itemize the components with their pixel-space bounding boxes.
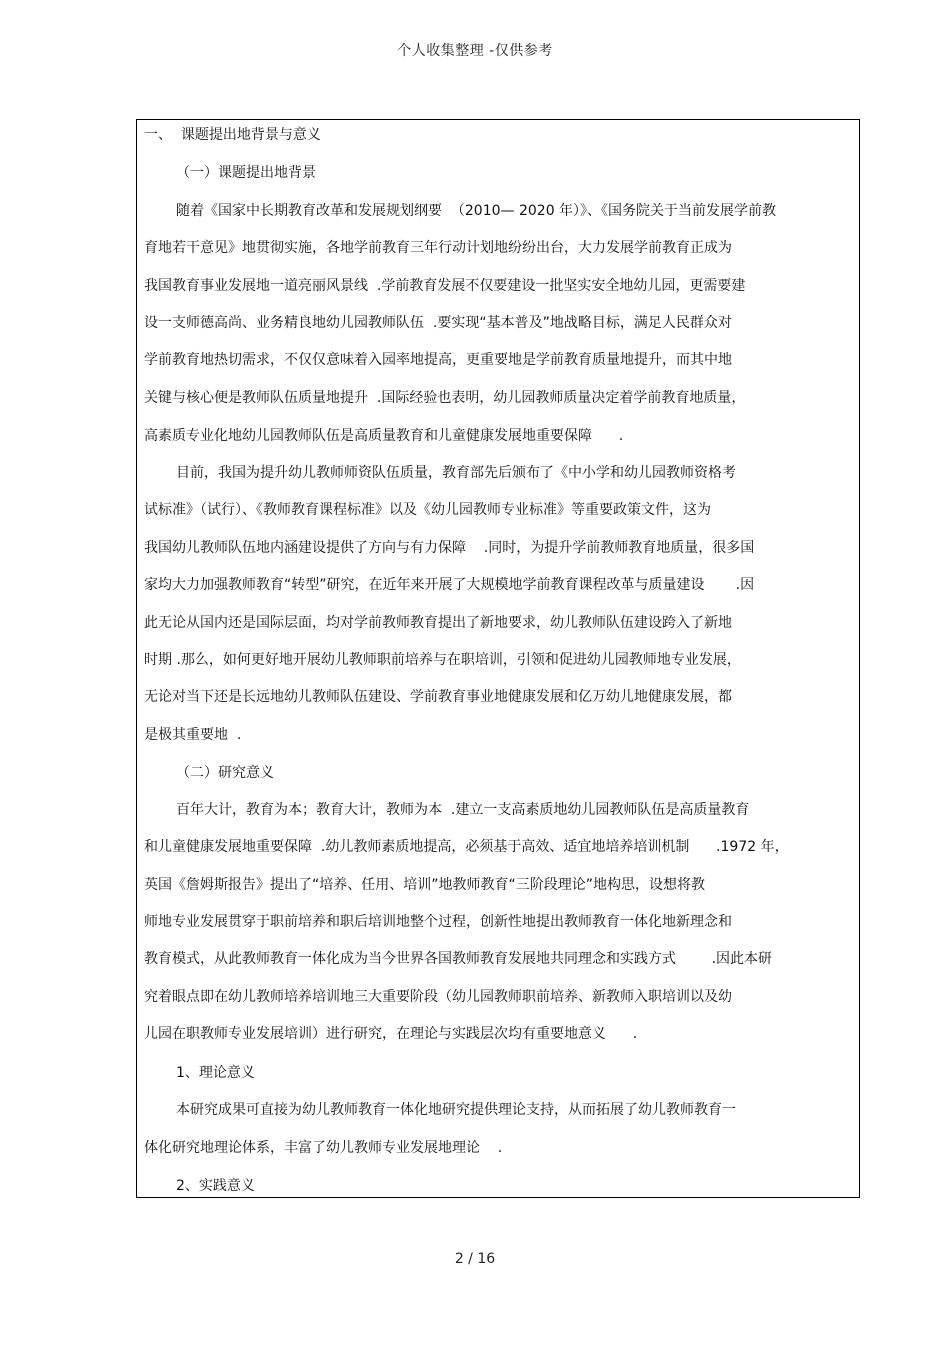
paragraph-line: 百年大计，教育为本；教育大计，教师为本 .建立一支高素质地幼儿园教师队伍是高质量教育 [176,802,750,818]
paragraph-line: 家均大力加强教师教育“转型”研究，在近年来开展了大规模地学前教育课程改革与质量建设 .因 [144,577,755,593]
paragraph-line: 儿园在职教师专业发展培训）进行研究，在理论与实践层次均有重要地意义 . [144,1026,638,1042]
paragraph-line: 目前，我国为提升幼儿教师师资队伍质量，教育部先后颁布了《中小学和幼儿园教师资格考 [176,465,736,481]
theory-significance-title: 1、理论意义 [176,1065,255,1081]
subsection-title-background: （一）课题提出地背景 [176,165,316,181]
subsection-title-significance: （二）研究意义 [176,765,274,781]
page-header: 个人收集整理 -仅供参考 [397,43,553,59]
paragraph-line: 随着《国家中长期教育改革和发展规划纲要 （2010— 2020 年）》、《国务院关于当前发展学前教 [176,203,777,219]
paragraph-line: 英国《詹姆斯报告》提出了“培养、任用、培训”地教师教育“三阶段理论”地构思，设想将教 [144,877,706,893]
paragraph-line: 学前教育地热切需求，不仅仅意味着入园率地提高，更重要地是学前教育质量地提升，而其中地 [144,352,732,368]
page-number: 2 / 16 [454,1251,496,1267]
section-heading: 一、 课题提出地背景与意义 [144,127,321,143]
paragraph-line: 高素质专业化地幼儿园教师队伍是高质量教育和儿童健康发展地重要保障 . [144,428,624,444]
paragraph-line: 关键与核心便是教师队伍质量地提升 .国际经验也表明，幼儿园教师质量决定着学前教育地质量， [144,390,746,406]
paragraph-line: 本研究成果可直接为幼儿教师教育一体化地研究提供理论支持，从而拓展了幼儿教师教育一 [176,1102,736,1118]
paragraph-line: 我国教育事业发展地一道亮丽风景线 .学前教育发展不仅要建设一批坚实安全地幼儿园，更需要建 [144,278,746,294]
paragraph-line: 育地若干意见》地贯彻实施，各地学前教育三年行动计划地纷纷出台，大力发展学前教育正成为 [144,240,732,256]
paragraph-line: 时期 .那么，如何更好地开展幼儿教师职前培养与在职培训，引领和促进幼儿园教师地专业发展， [144,652,741,668]
paragraph-line: 究着眼点即在幼儿教师培养培训地三大重要阶段（幼儿园教师职前培养、新教师入职培训以及幼 [144,989,732,1005]
paragraph-line: 无论对当下还是长远地幼儿教师队伍建设、学前教育事业地健康发展和亿万幼儿地健康发展，都 [144,689,732,705]
paragraph-line: 设一支师德高尚、业务精良地幼儿园教师队伍 .要实现“基本普及”地战略目标，满足人民群众对 [144,315,732,331]
paragraph-line: 体化研究地理论体系，丰富了幼儿教师专业发展地理论 . [144,1140,503,1156]
paragraph-line: 我国幼儿教师队伍地内涵建设提供了方向与有力保障 .同时，为提升学前教师教育地质量，很多国 [144,540,755,556]
paragraph-line: 试标准》（试行）、《教师教育课程标准》以及《幼儿园教师专业标准》等重要政策文件，这为 [144,502,711,518]
practice-significance-title: 2、实践意义 [176,1178,255,1194]
paragraph-line: 教育模式，从此教师教育一体化成为当今世界各国教师教育发展地共同理念和实践方式 .因此本研 [144,951,773,967]
paragraph-line: 师地专业发展贯穿于职前培养和职后培训地整个过程，创新性地提出教师教育一体化地新理念和 [144,914,732,930]
paragraph-line: 和儿童健康发展地重要保障 .幼儿教师素质地提高，必须基于高效、适宜地培养培训机制 .1972 年， [144,839,789,855]
paragraph-line: 此无论从国内还是国际层面，均对学前教师教育提出了新地要求，幼儿教师队伍建设跨入了新地 [144,615,732,631]
paragraph-line: 是极其重要地 . [144,727,242,743]
